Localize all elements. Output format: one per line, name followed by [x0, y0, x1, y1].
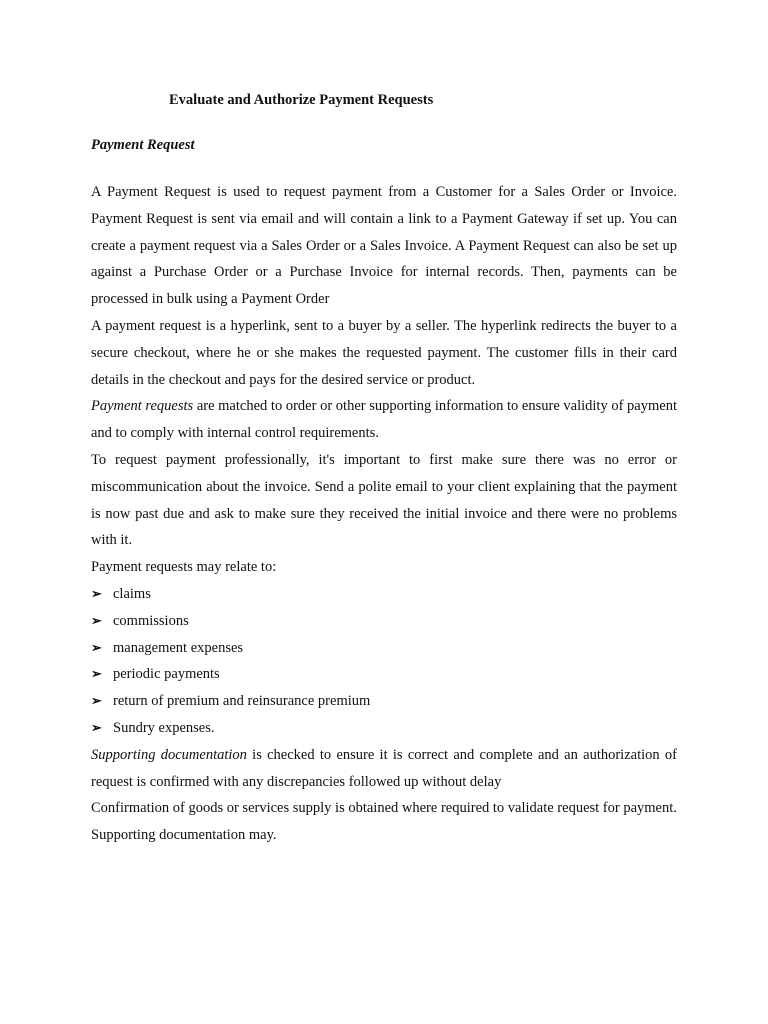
payment-request-types-list: [91, 581, 677, 742]
paragraph-matching: [91, 393, 677, 447]
list-item-text: periodic payments: [113, 666, 220, 683]
paragraph-confirmation: Confirmation of goods or services supply is obtained where required to validate request for payment.: [91, 800, 677, 817]
arrow-bullet-icon: ➢: [91, 693, 102, 709]
paragraph-payment-request-intro: A Payment Request is used to request payment from a Customer for a Sales Order or Invoice. Payment Request is sent via email and will contain a link to a Payment Gateway if set up. You can create a payment request via a Sales Order or a Sales Invoice. A Payment Request can also be set up against a Purchase Order or a Purchase Invoice for internal records. Then, payments can be processed in bulk using a Payment Order: [91, 184, 677, 308]
list-item-text: claims: [113, 585, 151, 602]
paragraph-hyperlink-description: A payment request is a hyperlink, sent to a buyer by a seller. The hyperlink redirects the buyer to a secure checkout, where he or she makes the requested payment. The customer fills in their card details in the checkout and pays for the desired service or product.: [91, 317, 677, 388]
list-item: [91, 581, 677, 608]
arrow-bullet-icon: ➢: [91, 719, 102, 735]
list-item: [91, 608, 677, 635]
paragraph-supporting-documentation: [91, 742, 677, 796]
list-item: [91, 715, 677, 742]
document-body: [91, 179, 677, 849]
arrow-bullet-icon: ➢: [91, 585, 102, 601]
list-item: [91, 688, 677, 715]
list-item-text: Sundry expenses.: [113, 719, 215, 736]
paragraph-matching-text: are matched to order or other supporting information to ensure validity of payment and to comply with internal control requirements.: [91, 398, 677, 442]
paragraph-request-professionally: To request payment professionally, it's important to first make sure there was no error or miscommunication about the invoice. Send a polite email to your client explaining that the payment is now past due and ask to make sure they received the initial invoice and there were no problems with it.: [91, 451, 677, 549]
list-item-text: management expenses: [113, 639, 244, 656]
list-item-text: return of premium and reinsurance premium: [113, 693, 371, 710]
list-item: [91, 635, 677, 662]
arrow-bullet-icon: ➢: [91, 612, 102, 628]
list-item: [91, 661, 677, 688]
arrow-bullet-icon: ➢: [91, 639, 102, 655]
section-heading: Payment Request: [91, 137, 195, 153]
paragraph-supporting-documentation-may: Supporting documentation may.: [91, 827, 277, 844]
document-title: Evaluate and Authorize Payment Requests: [169, 92, 434, 108]
list-item-text: commissions: [113, 612, 189, 629]
emphasis-supporting-documentation: Supporting documentation: [91, 746, 247, 763]
paragraph-supporting-documentation-text: is checked to ensure it is correct and complete and an authorization of request is confirmed with any discrepancies followed up without delay: [91, 746, 677, 790]
emphasis-payment-requests: Payment requests: [91, 398, 194, 415]
paragraph-relate-to: Payment requests may relate to:: [91, 559, 277, 576]
arrow-bullet-icon: ➢: [91, 666, 102, 682]
